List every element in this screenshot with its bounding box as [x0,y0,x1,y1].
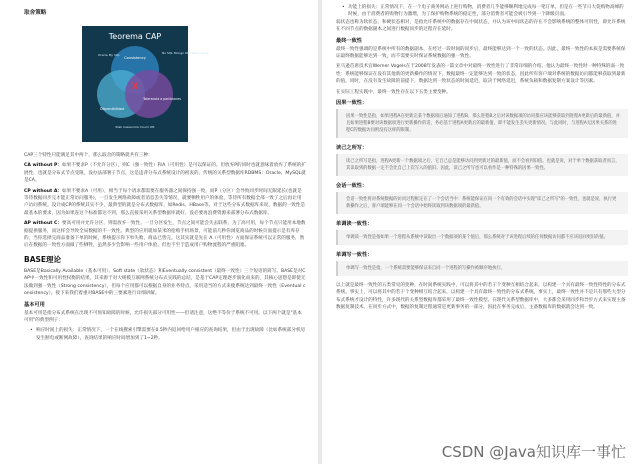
cp-label: CP without A： [24,188,62,194]
consistency-label: Consistency [124,56,146,60]
csdn-watermark: CSDN @Java知识库一事忙 [441,443,626,461]
monotonic-read-heading: 单调读一致性： [336,221,373,228]
monotonic-write-quote: 单调写一致性是指，一个系统需要能够保证来自同一个进程的写操作被顺序地执行。 [336,261,628,276]
ap-paragraph [24,220,306,250]
response-time-bullet: • 响应时间上的损失：正常情况下，一个在线搜索引擎需要在0.5秒内返回给用户相应的查询结果，但由于出现故障（比如系统部分机房发生断电或断网故障），查询结果的响应时间增加到了1~2秒。 [30,327,306,342]
monotonic-read-quote: 单调读一致性是指如果一个进程从系统中读取出一个数据项的某个值后，那么系统对于该进程后续的任何数据访问都不应该返回更旧的值。 [336,230,628,245]
read-your-writes-quote: 读己之所写是指，进程A更新一个数据项之后，它自己总是能够访问到更新过的最新值，而不会看到旧值。也就是说，对于单个数据获取者而言，其读取到的数据一定不会比自己上次写入的值旧。因此，读己之所写也可以看作是一种特殊的因果一致性。 [336,154,628,176]
eventual-consistency-paragraph: 最终一致性强调的是系统中所有的数据副本，在经过一段时间的同步后，最终能够达到一个一致的状态。因此，最终一致性的本质是需要系统保证最终数据能够达到一致，而不需要实时保证系统数据的强一致性。 [336,46,626,60]
ca-paragraph [24,162,306,184]
cap-intro: CAP三个特性只能满足其中两个，那么取舍的策略就共有三种： [24,153,153,158]
ca-text: 如果不要求P（不允许分区），则C（强一致性）和A（可用性）是可以保证的。但放弃P的同时也就意味着放弃了系统的扩展性，也就是分布式节点受限，没办法部署子节点，这是违背分布式系统设计的初衷的。传统的关系型数据库RDBMS：Oracle、MySQL就是CA。 [24,163,306,184]
eventual-consistency-heading: 最终一致性 [336,37,362,44]
function-loss-bullet: • 功能上的损失：正常情况下，在一个电子商务网站上进行购物，消费者几乎能够顺利地完成每一笔订单，但是在一些节日大促购物高峰的时候，由于消费者的购物行为激增，为了保护购物系统的稳定性，部分消费者可能会被引导到一个降级页面。 [342,4,628,19]
ca-label: CA without P： [24,163,62,169]
partition-label: Tolerancia a particiones [143,97,181,101]
basic-availability-paragraph: 基本可用是指分布式系统在出现不可预知故障的时候，允许损失部分可用性——但请注意，这绝不等价于系统不可用。以下两个就是"基本可用"的典型例子： [24,310,302,323]
monotonic-write-heading: 单调写一致性： [336,252,373,259]
cp-text: 如果不要求A（可用），相当于每个请求都需要在服务器之间保持强一致，而P（分区）会导致同步时间无限延长(也就是等待数据同步完才能正常访问服务)，一旦发生网络故障或者消息丢失等情况，就要牺牲用户的体验，等待所有数据全部一致了之后再让用户访问系统。设计成CP的系统其实不少，最典型的就是分布式数据库，如Redis、HBase等。对于这些分布式数据库来说，数据的一致性是最基本的要求，因为如果连这个标准都达不到，那么直接采用关系型数据库就好，没必要再浪费资源来部署分布式数据库。 [24,188,306,216]
read-your-writes-heading: 读己之所写： [336,145,368,152]
base-paragraph: BASE是Basically Available（基本可用）、Soft state（软状态）和Eventually consistent（最终一致性）三个短语的简写。BASE是对CAP中一致性和可用性权衡的结果，其来源于对大规模互联网系统分布式实践的总结，是基于CAP定理逐步演化而来的，其核心思想是即使无法做到强一致性（Strong consistency），但每个应用都可以根据自身的业务特点，采用适当的方式来使系统达到最终一致性（Eventual consistency）。接下来我们着重对BASE中的三要素进行详细讲解。 [24,268,306,297]
partition-circle [125,70,173,118]
causal-quote: 因果一致性是指，如果进程A在更新完某个数据项后通知了进程B，那么进程B之后对该数据项的访问都应该能够获取到进程A更新后的最新值，并且如果进程B要对该数据项进行更新操作的话，务必基于进程A更新后的最新值，即不能发生丢失更新情况。与此同时，与进程A无因果关系的进程C的数据访问则没有这样的限制。 [336,109,628,138]
right-page [322,0,640,464]
ap-systems-label: Riak Cassandra Couch DB [115,125,155,129]
basic-availability-heading: 基本可用 [24,301,45,308]
ap-label: AP without C： [24,221,62,227]
function-loss-list [336,4,628,19]
cp-paragraph [24,188,306,218]
session-quote: 会话一致性将对系统数据的访问过程框定在了一个会话当中：系统能保证在同一个有效的会话中实现"读己之所写"的一致性，也就是说，执行更新操作之后，客户端能够在同一个会话中始终读取到该数据项的最新值。 [336,192,628,214]
session-heading: 会话一致性： [336,183,368,190]
causal-heading: 因果一致性： [336,100,368,107]
vogels-paragraph: 亚马逊首席技术官Werner Vogels在于2008年发表的一篇文章中对最终一致性进行了非常详细的介绍。他认为最终一致性时一种特殊的弱一致性：系统能够保证在没有其他新的更新操作的情况下，数据最终一定能够达到一致的状态，因此所有客户端对系统的数据访问都能够获取到最新的值。同时，在没有发生故障的前提下，数据达到一致状态的时间延迟，取决于网络延迟，系统负载和数据复制方案设计等因素。 [336,64,626,85]
basic-availability-list [24,327,306,342]
availability-label: Disponibilidad [100,107,124,111]
soft-state-paragraph: 弱状态也称为软状态，和硬状态相对，是指允许系统中的数据存在中间状态，并认为该中间状态的存在不会影响系统的整体可用性，即允许系统在不同节点的数据副本之间进行数据同步的过程存在延时。 [336,19,626,33]
practice-paragraph: 在实际工程实践中，最终一致性存在以下五类主要变种。 [336,89,451,95]
cp-systems-label: No SQL Mongo DB HBase Redis [162,51,209,55]
left-page [0,0,318,464]
center-x-mark: X [131,82,139,92]
ca-systems-label: Oracle My SQL [98,53,120,57]
cap-theorem-diagram [82,26,209,142]
ap-text: 要高可用并允许分区，则需放弃一致性。一旦分区发生，节点之间可能会失去联系，为了高可用，每个节点只能用本地数据提供服务，而这样会导致全局数据的不一致性。典型的应用就如某米的抢购手机场景，可能前几秒你浏览商品的时候页面提示是有库存的，当你选择完商品准备下单的时候，系统提示你下单失败，商品已售完。这其实就是先在 A（可用性）方面保证系统可以正常的服务，然后在数据的一致性方面做了些牺牲，虽然多少会影响一些用户体验，但也不至于造成用户购物流程的严重阻塞。 [24,221,306,249]
diagram-title: Teorema CAP [108,32,162,41]
strategy-heading: 取舍策略 [24,10,47,16]
base-heading: BASE理论 [24,254,62,264]
summary-paragraph: 以上就是最终一致性的五类常见的变种，在时间系统实践中，可以将其中的若干个变种互相结合起来，以构建一个具有最终一致性特性的分布式系统。事实上，可以将其中的若干个变种相互结合起来，以构建一个具有最终一致性的分布式系统。事实上，最终一致性并不是只有那些大型分布式系统才设计的特性，许多现代的关系型数据库都采用了最终一致性模型。在现代关系型数据库中，大多都会采用同步和异步方式来实现主备数据复制技术。在同步方式中，数据的复制过程通常是更新事务的一部分，因此在事务完成后，主备数据库的数据就会达到一致。 [336,283,626,311]
